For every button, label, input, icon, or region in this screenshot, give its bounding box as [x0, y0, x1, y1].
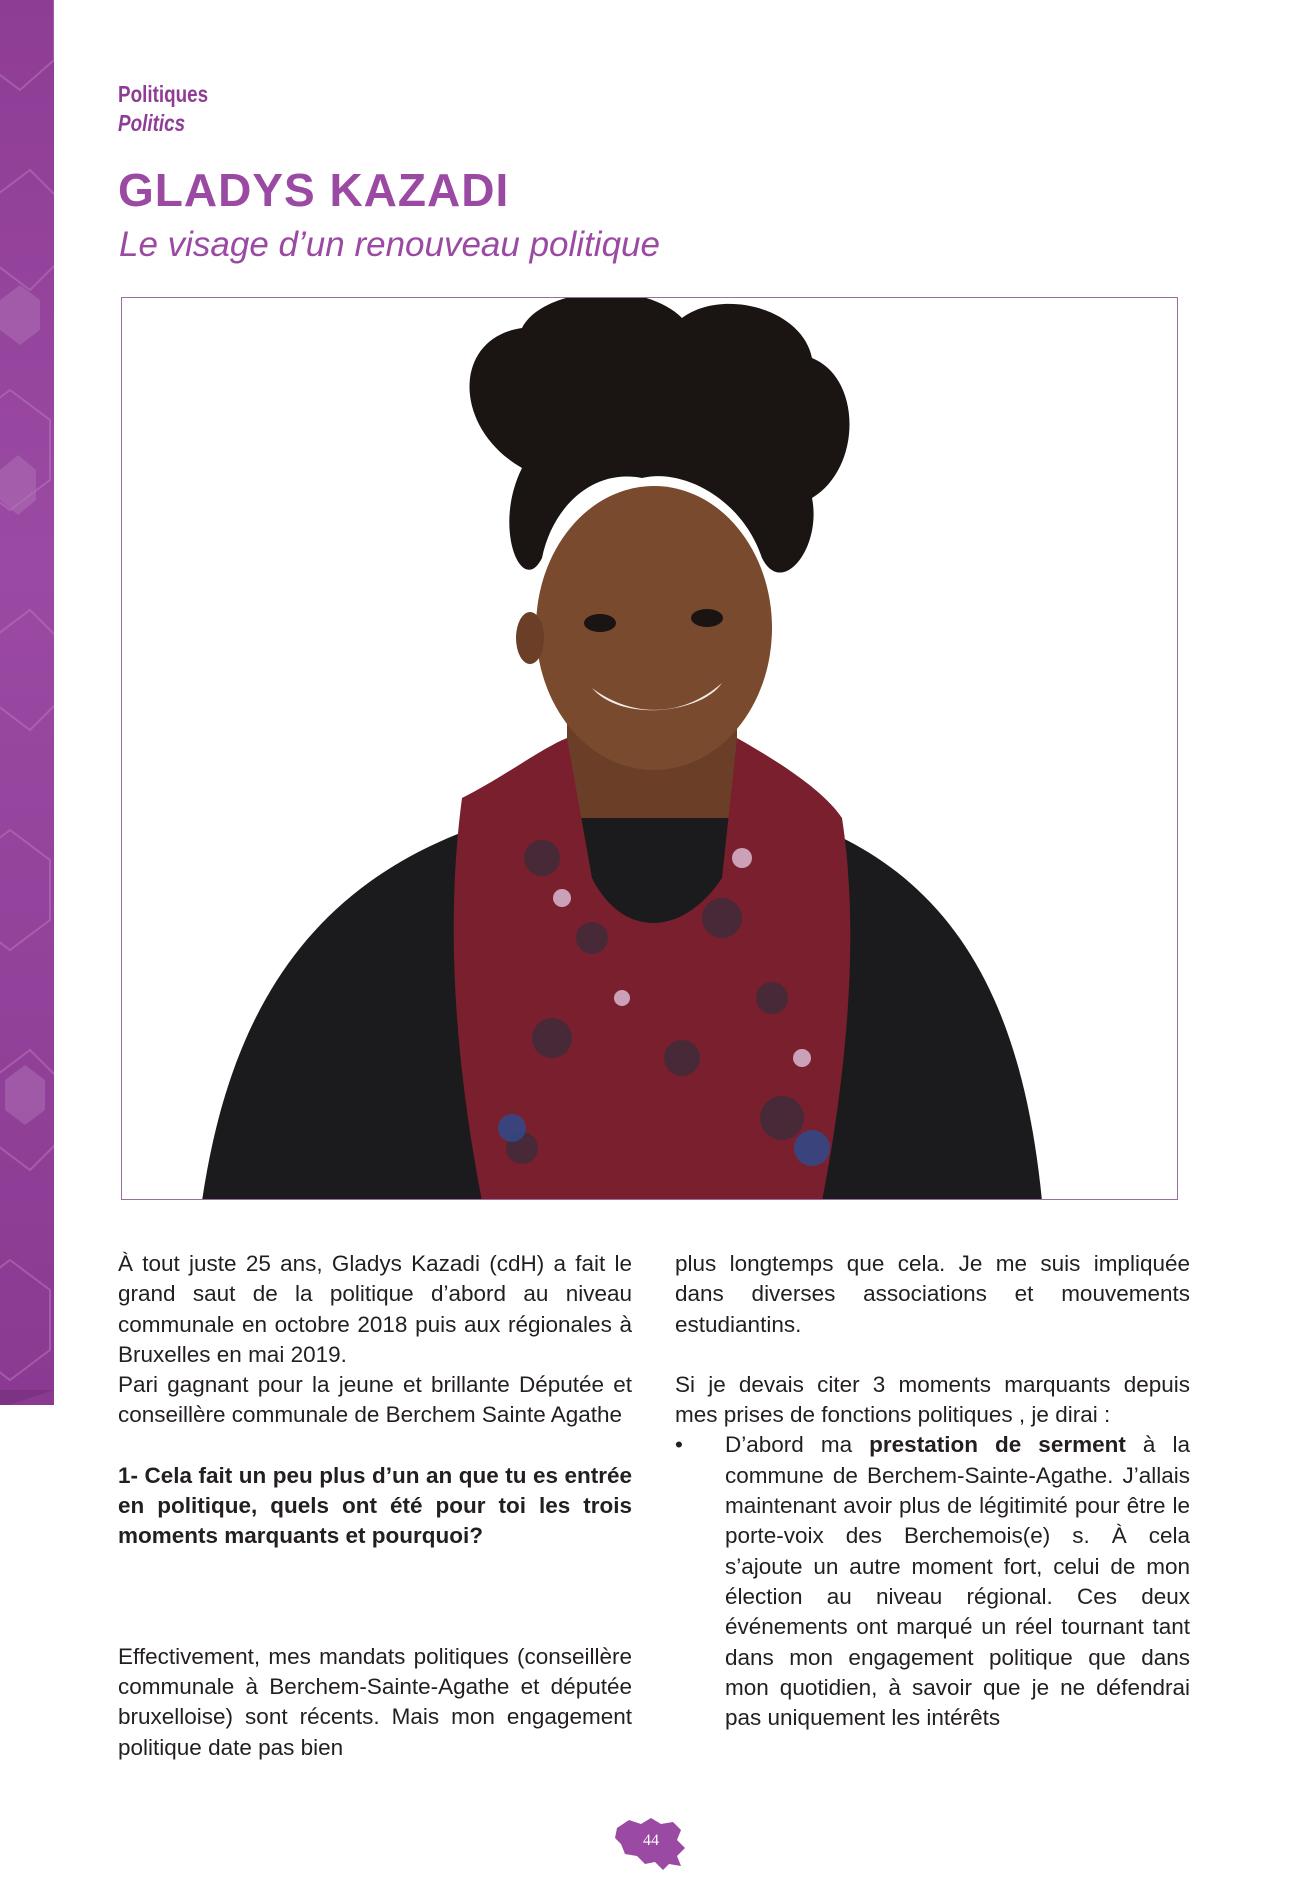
moments-intro: Si je devais citer 3 moments marquants depuis mes prises de fonctions politiques , je dirai : — [675, 1371, 1190, 1428]
portrait-photo-icon — [122, 298, 1178, 1200]
bullet-text-start: D’abord ma — [725, 1432, 870, 1458]
portrait-photo — [121, 297, 1178, 1200]
right-column — [675, 1249, 1190, 1733]
list-item — [675, 1430, 1190, 1733]
interview-question: 1- Cela fait un peu plus d’un an que tu es entrée en politique, quels ont été pour toi les trois moments marquants et pourquoi? — [118, 1462, 632, 1549]
left-column — [118, 1249, 632, 1763]
section-label-fr: Politiques — [118, 81, 209, 107]
bullet-text-rest: à la commune de Berchem-Sainte-Agathe. J’allais maintenant avoir plus de légitimité pour être le porte-voix des Berchemois(e) s. À cela s’ajoute un autre moment fort, celui de mon élection au niveau régional. Ces deux événements ont marqué un réel tournant tant dans mon engagement politique que dans mon quotidien, à savoir que je ne défendrai pas uniquement les intérêts — [725, 1432, 1190, 1731]
sidebar-decoration — [0, 0, 54, 1405]
page-title: GLADYS KAZADI — [118, 164, 510, 216]
intro-paragraph-2: Pari gagnant pour la jeune et brillante Députée et conseillère communale de Berchem Sainte Agathe — [118, 1372, 632, 1428]
page-subtitle: Le visage d’un renouveau politique — [119, 225, 660, 264]
answer-paragraph: Effectivement, mes mandats politiques (conseillère communale à Berchem-Sainte-Agathe et députée bruxelloise) sont récents. Mais mon engagement politique date pas bien — [118, 1643, 632, 1760]
intro-paragraph: À tout juste 25 ans, Gladys Kazadi (cdH) a fait le grand saut de la politique d’abord au niveau communale en octobre 2018 puis aux régionales à Bruxelles en mai 2019. — [118, 1251, 632, 1367]
bullet-text-bold: prestation de serment — [869, 1432, 1126, 1458]
section-label-en: Politics — [118, 110, 186, 136]
hexagon-pattern-icon — [0, 0, 54, 1405]
section-label — [118, 80, 208, 138]
answer-paragraph-continued: plus longtemps que cela. Je me suis impliquée dans diverses associations et mouvements estudiantins. — [675, 1251, 1190, 1337]
bullet-marker: • — [675, 1432, 683, 1458]
page-number-badge — [615, 1816, 687, 1871]
page-number: 44 — [643, 1832, 659, 1849]
sidebar-fold — [0, 1390, 54, 1405]
